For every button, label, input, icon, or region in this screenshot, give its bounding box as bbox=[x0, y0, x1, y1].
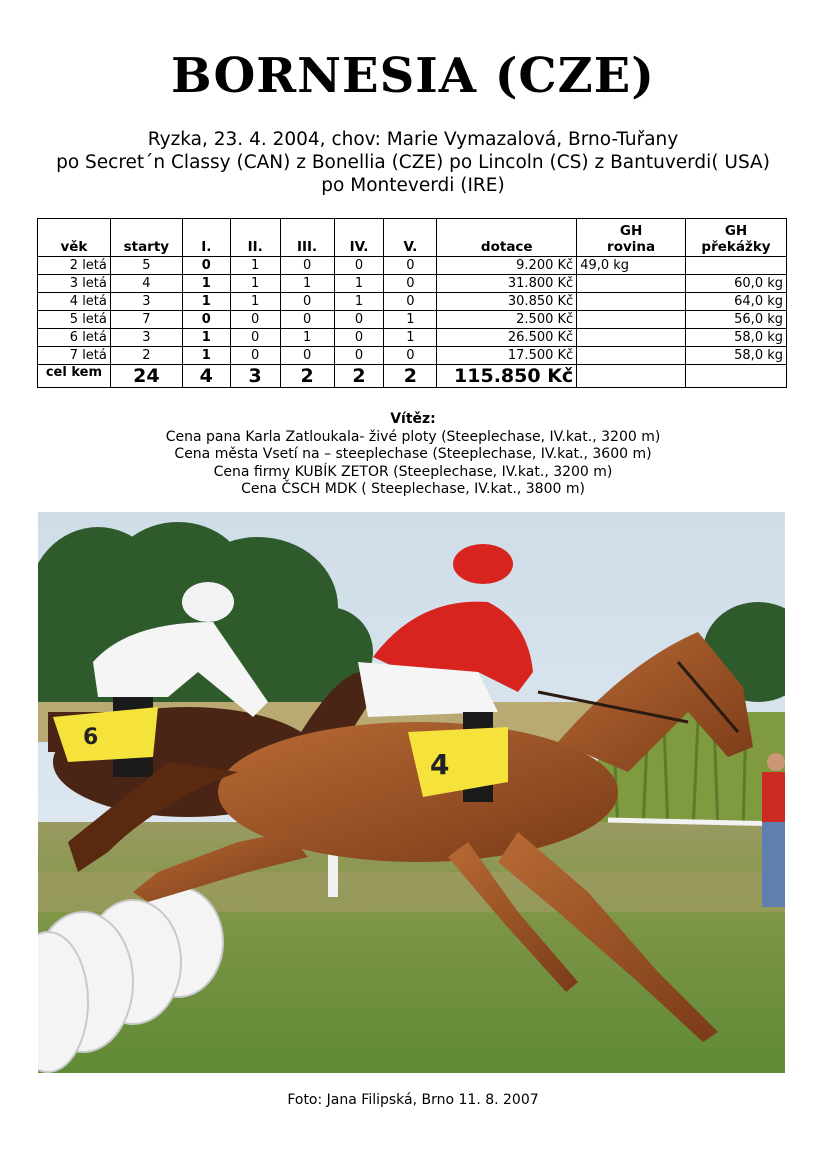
cell-place-4: 0 bbox=[334, 347, 384, 365]
cell-age: 7 letá bbox=[38, 347, 111, 365]
photo-caption: Foto: Jana Filipská, Brno 11. 8. 2007 bbox=[287, 1092, 539, 1108]
total-label: cel kem bbox=[38, 365, 111, 388]
cell-prize: 2.500 Kč bbox=[437, 311, 577, 329]
total-place-1: 4 bbox=[182, 365, 230, 388]
steeplechase-photo-illustration bbox=[38, 512, 785, 1073]
page-title: BORNESIA (CZE) bbox=[171, 48, 655, 104]
header-place-2: II. bbox=[230, 219, 280, 257]
cell-place-1: 1 bbox=[182, 293, 230, 311]
header-gh-jump bbox=[686, 219, 787, 257]
cell-place-2: 0 bbox=[230, 347, 280, 365]
total-prize: 115.850 Kč bbox=[437, 365, 577, 388]
saddle-cloth-4: 4 bbox=[430, 748, 450, 781]
cell-place-3: 0 bbox=[280, 293, 334, 311]
table-header-row bbox=[38, 219, 787, 257]
cell-gh-flat: 49,0 kg bbox=[577, 257, 686, 275]
header-place-3: III. bbox=[280, 219, 334, 257]
cell-place-2: 1 bbox=[230, 257, 280, 275]
cell-starts: 2 bbox=[110, 347, 182, 365]
winner-section bbox=[0, 411, 826, 499]
cell-place-4: 0 bbox=[334, 329, 384, 347]
cell-place-5: 1 bbox=[384, 311, 437, 329]
saddle-cloth-6: 6 bbox=[83, 725, 99, 750]
cell-age: 5 letá bbox=[38, 311, 111, 329]
table-row bbox=[38, 311, 787, 329]
table-row bbox=[38, 329, 787, 347]
cell-place-4: 1 bbox=[334, 275, 384, 293]
cell-place-2: 0 bbox=[230, 329, 280, 347]
cell-place-4: 1 bbox=[334, 293, 384, 311]
pedigree-line-parents: po Secret´n Classy (CAN) z Bonellia (CZE) po Lincoln (CS) z Bantuverdi( USA) bbox=[56, 152, 770, 173]
header-gh-flat bbox=[577, 219, 686, 257]
header-gh-flat-line1: GH bbox=[619, 223, 643, 239]
cell-age: 4 letá bbox=[38, 293, 111, 311]
table-row bbox=[38, 347, 787, 365]
header-gh-jump-line1: GH bbox=[724, 223, 748, 239]
cell-gh-flat bbox=[577, 347, 686, 365]
table-total-row bbox=[38, 365, 787, 388]
cell-starts: 4 bbox=[110, 275, 182, 293]
cell-gh-jump: 58,0 kg bbox=[686, 329, 787, 347]
cell-starts: 5 bbox=[110, 257, 182, 275]
table-row bbox=[38, 257, 787, 275]
cell-place-1: 0 bbox=[182, 257, 230, 275]
header-place-4: IV. bbox=[334, 219, 384, 257]
cell-place-1: 1 bbox=[182, 275, 230, 293]
cell-gh-jump: 64,0 kg bbox=[686, 293, 787, 311]
cell-place-1: 1 bbox=[182, 347, 230, 365]
total-place-5: 2 bbox=[384, 365, 437, 388]
cell-gh-jump: 60,0 kg bbox=[686, 275, 787, 293]
cell-age: 2 letá bbox=[38, 257, 111, 275]
winner-race: Cena města Vsetí na – steeplechase (Steeplechase, IV.kat., 3600 m) bbox=[174, 446, 652, 463]
cell-gh-flat bbox=[577, 293, 686, 311]
cell-starts: 7 bbox=[110, 311, 182, 329]
cell-place-5: 0 bbox=[384, 275, 437, 293]
cell-gh-jump: 56,0 kg bbox=[686, 311, 787, 329]
cell-place-2: 1 bbox=[230, 275, 280, 293]
spectator bbox=[762, 753, 785, 907]
cell-place-4: 0 bbox=[334, 311, 384, 329]
race-photo bbox=[38, 512, 785, 1073]
total-gh-jump bbox=[686, 365, 787, 388]
total-starts: 24 bbox=[110, 365, 182, 388]
pedigree-line-grandsire: po Monteverdi (IRE) bbox=[321, 175, 505, 196]
cell-place-5: 0 bbox=[384, 257, 437, 275]
cell-prize: 26.500 Kč bbox=[437, 329, 577, 347]
cell-place-3: 1 bbox=[280, 329, 334, 347]
header-gh-flat-line2: rovina bbox=[607, 239, 656, 255]
race-record-table bbox=[37, 218, 787, 388]
cell-place-3: 0 bbox=[280, 311, 334, 329]
cell-place-4: 0 bbox=[334, 257, 384, 275]
total-place-3: 2 bbox=[280, 365, 334, 388]
total-gh-flat bbox=[577, 365, 686, 388]
cell-place-1: 0 bbox=[182, 311, 230, 329]
cell-prize: 30.850 Kč bbox=[437, 293, 577, 311]
cell-place-5: 0 bbox=[384, 347, 437, 365]
cell-starts: 3 bbox=[110, 293, 182, 311]
cell-starts: 3 bbox=[110, 329, 182, 347]
cell-prize: 9.200 Kč bbox=[437, 257, 577, 275]
table-row bbox=[38, 275, 787, 293]
header-age: věk bbox=[38, 219, 111, 257]
cell-place-3: 0 bbox=[280, 347, 334, 365]
total-place-2: 3 bbox=[230, 365, 280, 388]
winner-heading: Vítěz: bbox=[390, 411, 436, 427]
cell-place-2: 1 bbox=[230, 293, 280, 311]
winner-race: Cena pana Karla Zatloukala- živé ploty (Steeplechase, IV.kat., 3200 m) bbox=[165, 428, 661, 445]
cell-prize: 17.500 Kč bbox=[437, 347, 577, 365]
header-place-5: V. bbox=[384, 219, 437, 257]
cell-place-1: 1 bbox=[182, 329, 230, 347]
cell-age: 3 letá bbox=[38, 275, 111, 293]
header-place-1: I. bbox=[182, 219, 230, 257]
winner-race: Cena ČSCH MDK ( Steeplechase, IV.kat., 3800 m) bbox=[241, 481, 585, 498]
cell-age: 6 letá bbox=[38, 329, 111, 347]
cell-gh-flat bbox=[577, 275, 686, 293]
pedigree-line-birth: Ryzka, 23. 4. 2004, chov: Marie Vymazalová, Brno-Tuřany bbox=[147, 129, 679, 150]
cell-place-5: 0 bbox=[384, 293, 437, 311]
cell-prize: 31.800 Kč bbox=[437, 275, 577, 293]
cell-gh-jump: 58,0 kg bbox=[686, 347, 787, 365]
cell-gh-flat bbox=[577, 311, 686, 329]
cell-place-5: 1 bbox=[384, 329, 437, 347]
cell-place-3: 1 bbox=[280, 275, 334, 293]
total-place-4: 2 bbox=[334, 365, 384, 388]
pedigree-block bbox=[0, 128, 826, 197]
cell-gh-flat bbox=[577, 329, 686, 347]
cell-gh-jump bbox=[686, 257, 787, 275]
header-gh-jump-line2: překážky bbox=[701, 239, 771, 255]
winner-race: Cena firmy KUBÍK ZETOR (Steeplechase, IV.kat., 3200 m) bbox=[213, 463, 613, 480]
cell-place-2: 0 bbox=[230, 311, 280, 329]
table-row bbox=[38, 293, 787, 311]
header-starts: starty bbox=[110, 219, 182, 257]
cell-place-3: 0 bbox=[280, 257, 334, 275]
header-prize: dotace bbox=[437, 219, 577, 257]
